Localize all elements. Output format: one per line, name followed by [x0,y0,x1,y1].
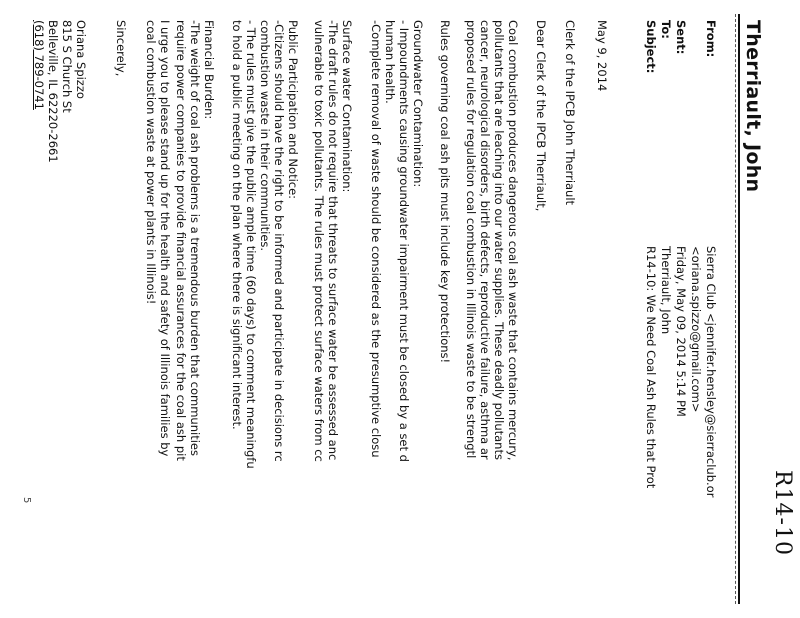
section-heading: Financial Burden: [202,20,216,120]
intro-line: proposed rules for regulation coal combustion in Illinois waste to be strengtl [464,20,478,459]
letter-salutation: Dear Clerk of the IPCB Therriault, [534,20,548,212]
signoff: Sincerely, [114,20,128,77]
section-line: combustion waste in their communities. [258,20,272,252]
docket-stamp: R14-10 [770,470,795,556]
section-line: -Citizens should have the right to be informed and participate in decisions rc [272,20,286,462]
section-line: human health. [383,20,397,104]
surface-water-section [312,20,354,462]
groundwater-section [369,20,425,462]
sender-name-heading: Therriault, John [742,20,764,193]
intro-line: cancer, neurological disorders, birth defects, reproductive failure, asthma ar [478,20,492,460]
closing-line: coal combustion waste at power plants in Illinois! [144,20,158,305]
section-line: -The weight of coal ash problems is a tremendous burden that communities [188,20,202,456]
closing-request [144,20,172,456]
heading-rule [738,14,740,604]
sent-value: Friday, May 09, 2014 5:14 PM [674,246,688,417]
sent-label: Sent: [674,20,688,55]
subject-label: Subject: [644,20,658,74]
signature-line: Belleville, IL 62220-2661 [46,20,60,163]
page-margin-mark: 5 [21,497,32,504]
to-label: To: [659,20,673,39]
section-line: require power companies to provide financial assurances for the coal ash pit [174,20,188,461]
section-line: - The rules must give the public ample time (60 days) to comment meaningfu [244,20,258,469]
from-value-line1: Sierra Club <jennifer.hensley@sierraclub.or [704,246,718,498]
closing-line: I urge you to please stand up for the health and safety of Illinois families by [158,20,172,457]
intro-paragraph [464,20,520,461]
section-line: to hold a public meeting on the plan where there is significant interest. [230,20,244,430]
section-heading: Surface water Contamination: [340,20,354,193]
section-line: -Complete removal of waste should be considered as the presumptive closu [369,20,383,458]
intro-line: pollutants that are leaching into our water supplies. These deadly pollutants [492,20,506,460]
section-heading: Public Participation and Notice: [286,20,300,200]
key-protections-line: Rules governing coal ash pits must include key protections! [438,20,452,364]
from-value-line2: <oriana.spizzo@gmail.com> [689,246,703,413]
section-line: vulnerable to toxic pollutants. The rules must protect surface waters from cc [312,20,326,462]
signature-line: 815 S Church St [60,20,74,113]
letter-date: May 9, 2014 [595,20,609,92]
financial-burden-section [174,20,216,461]
section-heading: Groundwater Contamination: [411,20,425,188]
section-line: -The draft rules do not require that threats to surface water be assessed anc [326,20,340,461]
signature-line: Oriana Spizzo [74,20,88,99]
from-label: From: [704,20,718,58]
letter-addressee: Clerk of the IPCB John Therriault [563,20,577,206]
intro-line: Coal combustion produces dangerous coal ash waste that contains mercury, [506,20,520,461]
subject-value: R14-10: We Need Coal Ash Rules that Prot [644,246,658,489]
section-line: - Impoundments causing groundwater impairment must be closed by a set d [397,20,411,462]
signature-block [32,20,88,163]
public-participation-section [230,20,300,469]
to-value: Therriault, John [659,246,673,335]
signature-line: (618) 789-0741 [32,20,46,110]
